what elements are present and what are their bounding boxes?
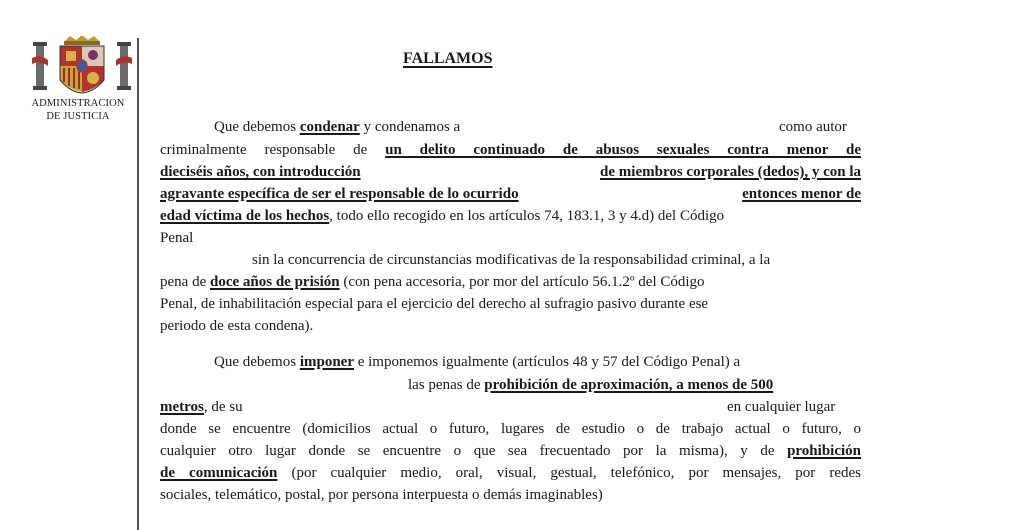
p1-line-9: Penal, de inhabilitación especial para el ejercicio del derecho al sufragio pasivo durante ese bbox=[160, 296, 709, 312]
institution-line-2: DE JUSTICIA bbox=[46, 111, 110, 122]
p2-line-4: donde se encuentre (domicilios actual o futuro, lugares de estudio o de trabajo actual o futuro, o bbox=[160, 421, 861, 437]
page-title: FALLAMOS bbox=[403, 50, 493, 67]
p1-line-5: edad víctima de los hechos, todo ello recogido en los artículos 74, 183.1, 3 y 4.d) del Código bbox=[160, 208, 725, 224]
coat-of-arms-seal bbox=[30, 36, 134, 96]
p1-line-3a: dieciséis años, con introducción bbox=[160, 164, 361, 180]
p2-line-2: las penas de prohibición de aproximación, a menos de 500 bbox=[408, 377, 774, 393]
p1-line-1-end: como autor bbox=[779, 119, 847, 135]
p1-line-1: Que debemos condenar y condenamos a bbox=[214, 119, 461, 135]
p2-line-3b: en cualquier lugar bbox=[727, 399, 836, 415]
p1-line-6: Penal bbox=[160, 230, 194, 246]
p1-line-3b: de miembros corporales (dedos), y con la bbox=[600, 164, 861, 180]
p2-line-3a: metros, de su bbox=[160, 399, 243, 415]
p1-line-4a: agravante específica de ser el responsable de lo ocurrido bbox=[160, 186, 519, 202]
p1-line-8: pena de doce años de prisión (con pena accesoria, por mor del artículo 56.1.2º del Código bbox=[160, 274, 705, 290]
p1-line-10: periodo de esta condena). bbox=[160, 318, 314, 334]
p2-line-6: de comunicación (por cualquier medio, oral, visual, gestual, telefónico, por mensajes, por redes bbox=[160, 465, 861, 481]
institution-line-1: ADMINISTRACION bbox=[31, 98, 125, 109]
p1-line-7: sin la concurrencia de circunstancias modificativas de la responsabilidad criminal, a la bbox=[252, 252, 771, 268]
p1-line-4b: entonces menor de bbox=[742, 186, 861, 202]
p2-line-1: Que debemos imponer e imponemos igualmente (artículos 48 y 57 del Código Penal) a bbox=[214, 354, 741, 370]
p2-line-5: cualquier otro lugar donde se encuentre o que sea frecuentado por la misma), y de prohibición bbox=[160, 443, 861, 459]
institution-label bbox=[18, 97, 138, 123]
p1-line-2: criminalmente responsable de un delito continuado de abusos sexuales contra menor de bbox=[160, 142, 861, 158]
p2-line-7: sociales, telemático, postal, por persona interpuesta o demás imaginables) bbox=[160, 487, 603, 503]
